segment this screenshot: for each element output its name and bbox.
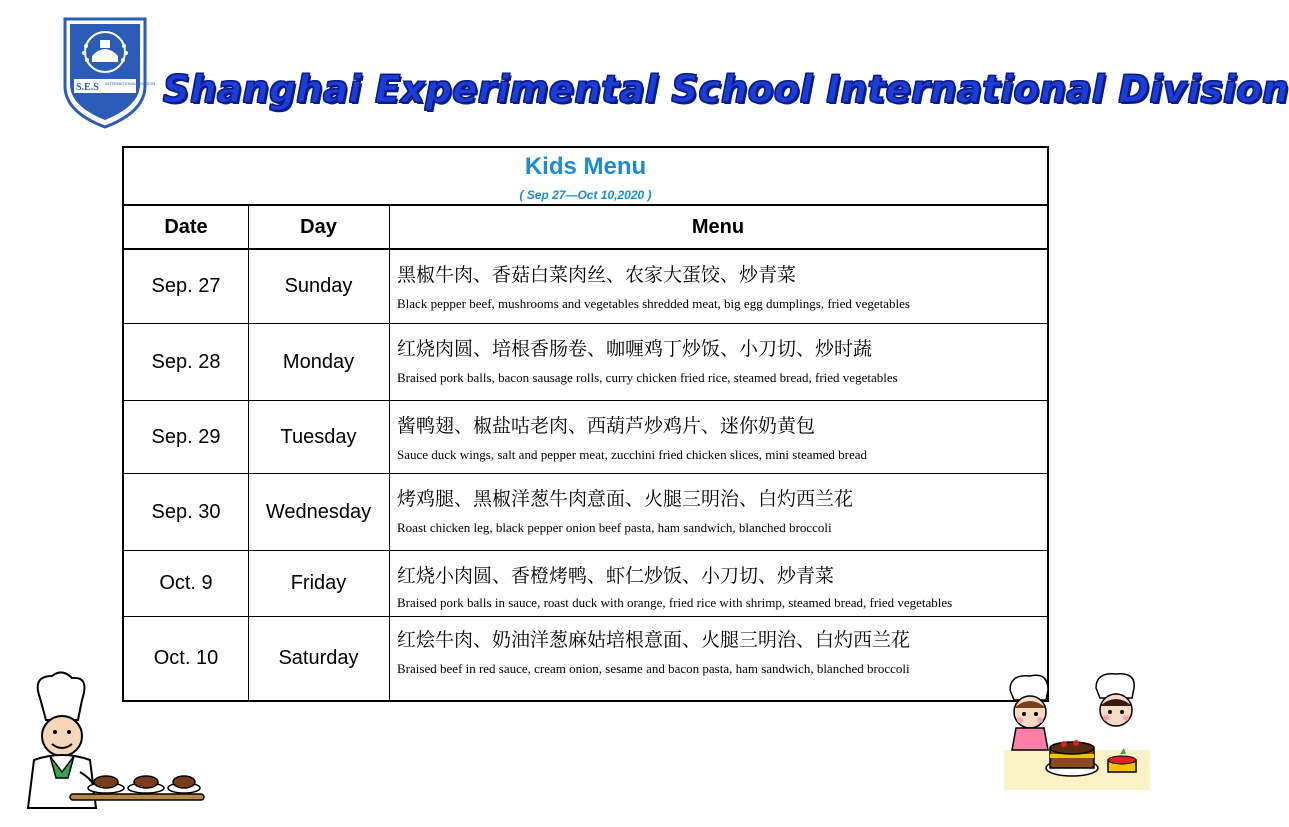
kids-baking-illustration-icon: [1000, 668, 1152, 792]
menu-chinese: 红烧小肉圆、香橙烤鸭、虾仁炒饭、小刀切、炒青菜: [397, 565, 835, 587]
menu-chinese: 红烧肉圆、培根香肠卷、咖喱鸡丁炒饭、小刀切、炒时蔬: [397, 338, 873, 360]
menu-english: Roast chicken leg, black pepper onion beef pasta, ham sandwich, blanched broccoli: [397, 520, 832, 535]
menu-chinese: 酱鸭翅、椒盐咕老肉、西葫芦炒鸡片、迷你奶黄包: [397, 415, 816, 437]
row-menu: [389, 474, 1047, 550]
row-menu: [389, 551, 1047, 616]
school-name-title: Shanghai Experimental School International Division: [163, 68, 1289, 111]
menu-chinese: 红烩牛肉、奶油洋葱麻姑培根意面、火腿三明治、白灼西兰花: [397, 629, 911, 651]
menu-english: Braised pork balls, bacon sausage rolls, curry chicken fried rice, steamed bread, fried vegetables: [397, 370, 898, 385]
column-header-date: Date: [164, 216, 208, 238]
table-row: [124, 617, 1047, 700]
column-header-menu: Menu: [691, 216, 745, 238]
table-header-row: [124, 206, 1047, 250]
row-day: Saturday: [278, 647, 359, 669]
row-day: Sunday: [284, 275, 353, 297]
row-day: Tuesday: [280, 425, 357, 448]
menu-chinese: 烤鸡腿、黑椒洋葱牛肉意面、火腿三明治、白灼西兰花: [397, 488, 854, 510]
menu-english: Black pepper beef, mushrooms and vegetables shredded meat, big egg dumplings, fried vegetables: [397, 296, 910, 311]
table-row: [124, 324, 1047, 401]
column-header-day: Day: [300, 216, 337, 238]
row-menu: [389, 401, 1047, 473]
row-day: Wednesday: [265, 500, 372, 523]
row-date: Oct. 10: [153, 647, 219, 669]
chef-illustration-icon: [10, 668, 210, 820]
table-row: [124, 250, 1047, 324]
row-date: Sep. 27: [151, 275, 221, 297]
row-day: Monday: [282, 350, 355, 373]
menu-english: Sauce duck wings, salt and pepper meat, zucchini fried chicken slices, mini steamed bread: [397, 447, 867, 462]
row-day: Friday: [290, 572, 347, 594]
table-row: [124, 474, 1047, 551]
table-row: [124, 551, 1047, 617]
menu-date-range: ( Sep 27—Oct 10,2020 ): [519, 188, 652, 202]
row-date: Sep. 30: [151, 500, 221, 523]
menu-english: Braised beef in red sauce, cream onion, sesame and bacon pasta, ham sandwich, blanched broccoli: [397, 661, 910, 676]
school-logo-icon: [62, 16, 156, 130]
row-menu: [389, 617, 1047, 700]
row-menu: [389, 324, 1047, 400]
logo-text: S.E.S: [76, 82, 99, 93]
menu-table: [122, 146, 1049, 702]
table-row: [124, 401, 1047, 474]
row-date: Sep. 29: [151, 425, 221, 448]
row-date: Sep. 28: [151, 350, 221, 373]
row-date: Oct. 9: [159, 572, 213, 594]
menu-chinese: 黑椒牛肉、香菇白菜肉丝、农家大蛋饺、炒青菜: [397, 264, 797, 286]
menu-english: Braised pork balls in sauce, roast duck with orange, fried rice with shrimp, steamed bread, fried vegetables: [397, 595, 953, 610]
logo-subtext: INTERNATIONAL DIVISION: [105, 81, 156, 86]
row-menu: [389, 250, 1047, 323]
menu-title: Kids Menu: [524, 153, 647, 180]
menu-title-row: [124, 148, 1047, 206]
